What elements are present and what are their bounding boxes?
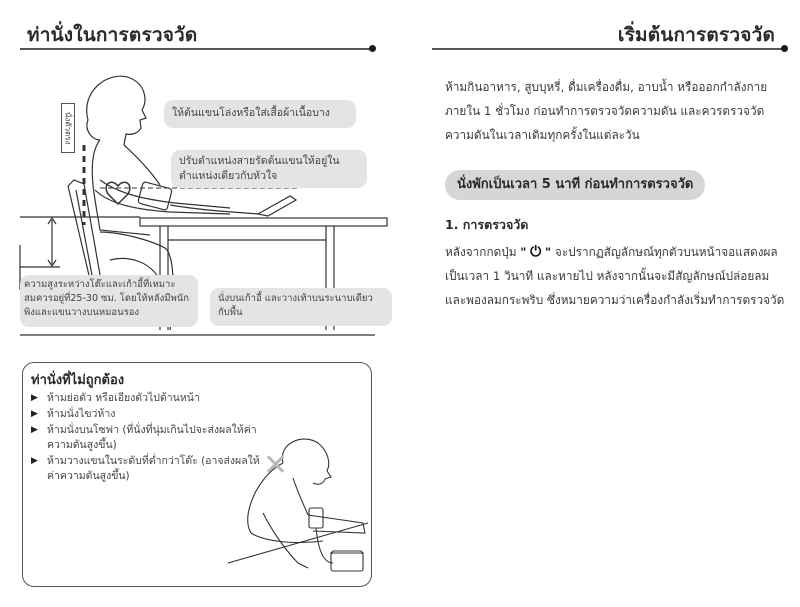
step-1-heading: 1. การตรวจวัด xyxy=(445,217,529,232)
step-1-body: หลังจากกดปุ่ม " ⏻ " จะปรากฏสัญลักษณ์ทุกตัวบนหน้าจอแสดงผลเป็นเวลา 1 วินาที และหายไป หลังจากนั้นจะมีสัญลักษณ์ปล่อยลมและพองลมกระพริบ ซึ่งหมายความว่าเครื่องกำลังเริ่มทำการตรวจวัด xyxy=(445,244,785,307)
list-item: ▶ ห้ามวางแขนในระดับที่ต่ำกว่าโต๊ะ (อาจส่งผลให้ค่าความดันสูงขึ้น) xyxy=(31,455,260,482)
triangle-bullet-icon: ▶ xyxy=(31,456,38,466)
power-icon: ⏻ xyxy=(530,244,542,260)
wrong-posture-illustration xyxy=(223,423,373,583)
title-divider xyxy=(432,48,784,50)
title-divider xyxy=(20,48,372,50)
list-item: ▶ ห้ามนั่งไขว่ห้าง xyxy=(31,408,116,420)
section-title-start-measuring: เริ่มต้นการตรวจวัด xyxy=(617,24,775,46)
callout-feet-flat: นั่งบนเก้าอี้ และวางเท้าบนระนาบเดียวกับพื้น xyxy=(210,288,392,326)
callout-cuff-heart-level: ปรับตำแหน่งสายรัดต้นแขนให้อยู่ใน ตำแหน่งเดียวกับหัวใจ xyxy=(171,150,367,188)
triangle-bullet-icon: ▶ xyxy=(31,409,38,419)
rest-notice-badge: นั่งพักเป็นเวลา 5 นาที ก่อนทำการตรวจวัด xyxy=(445,170,705,200)
list-item: ▶ ห้ามย่อตัว หรือเอียงตัวไปด้านหน้า xyxy=(31,392,200,404)
divider-dot xyxy=(781,45,788,52)
callout-table-chair-height: ความสูงระหว่างโต๊ะและเก้าอี้ที่เหมาะสมควรอยู่ที่25-30 ซม. โดยให้หลังมีพนักพิงและแขนวางบนหมอนรอง xyxy=(20,275,198,327)
callout-bare-arm: ให้ต้นแขนโล่งหรือใส่เสื้อผ้าเนื้อบาง xyxy=(164,100,356,128)
list-item: ▶ ห้ามนั่งบนโซฟา (ที่นั่งที่นุ่มเกินไปจะส่งผลให้ค่าความดันสูงขึ้น) xyxy=(31,424,257,451)
wrong-posture-box xyxy=(22,362,372,587)
sit-upright-label: นั่งตัวตรง xyxy=(61,103,75,153)
wrong-posture-title: ท่านั่งที่ไม่ถูกต้อง xyxy=(31,373,125,388)
cross-mark-icon: ✕ xyxy=(263,448,289,483)
pre-measurement-instructions: ห้ามกินอาหาร, สูบบุหรี่, ดื่มเครื่องดื่ม, อาบน้ำ หรือออกกำลังกายภายใน 1 ชั่วโมง ก่อนทำการตรวจวัดความดัน และควรตรวจวัดความดันในเวลาเดิมทุกครั้งในแต่ละวัน xyxy=(445,80,768,142)
triangle-bullet-icon: ▶ xyxy=(31,393,38,403)
triangle-bullet-icon: ▶ xyxy=(31,425,38,435)
section-title-sitting-posture: ท่านั่งในการตรวจวัด xyxy=(27,24,198,46)
divider-dot xyxy=(369,45,376,52)
